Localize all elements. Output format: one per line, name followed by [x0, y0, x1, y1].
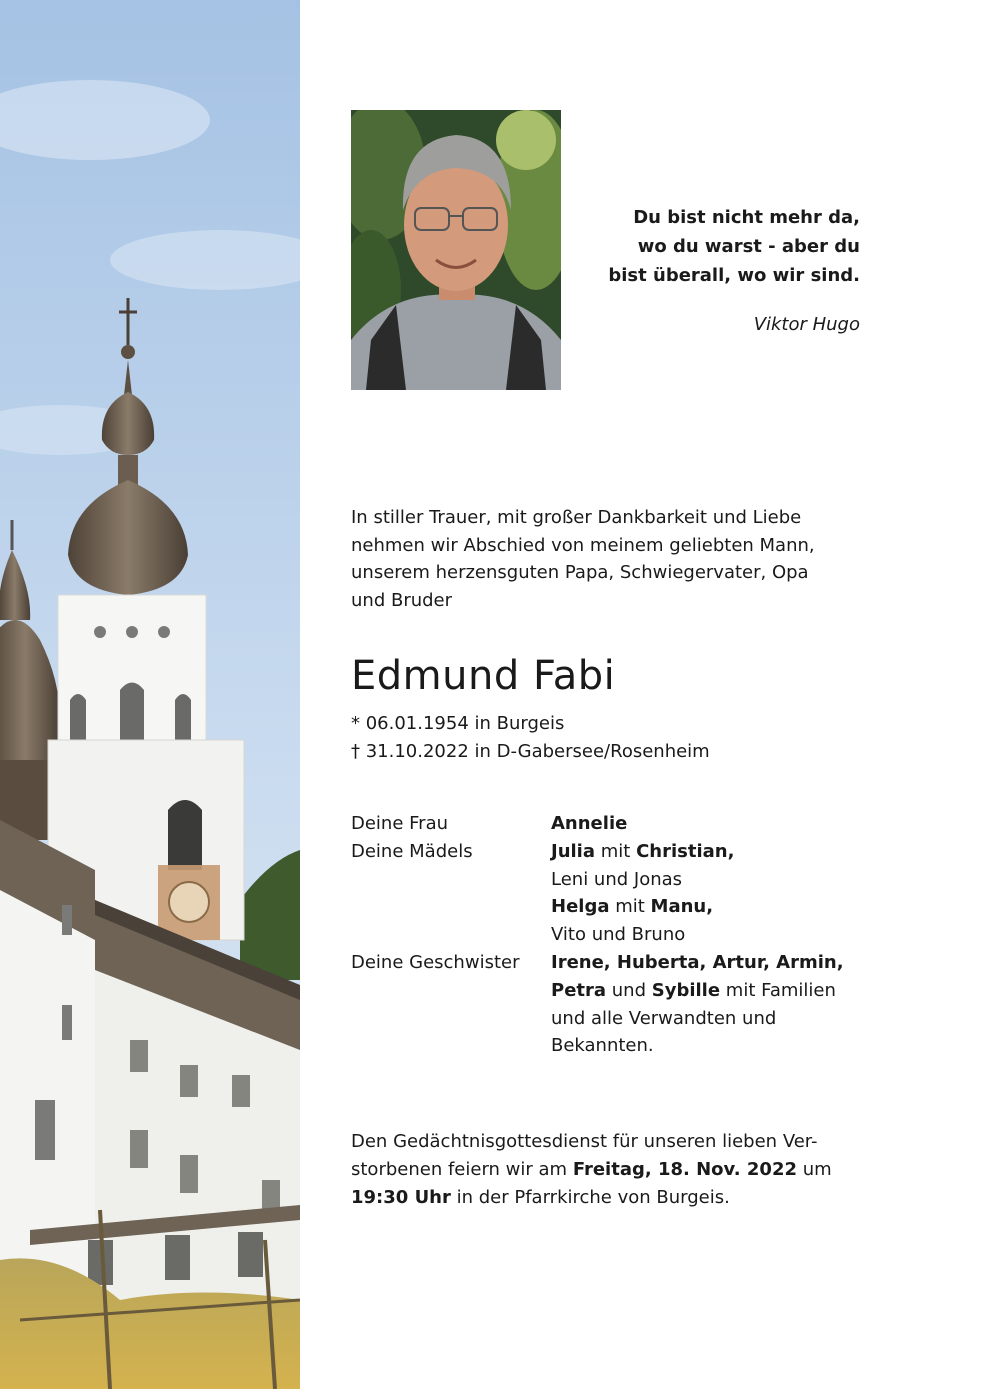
- connector-text: mit: [600, 840, 631, 862]
- intro-line: In stiller Trauer, mit großer Dankbarkeit und Liebe: [351, 507, 802, 528]
- portrait-photo: [351, 110, 561, 390]
- family-list: [351, 810, 911, 1060]
- family-row: [351, 977, 911, 1005]
- family-row: [351, 838, 911, 866]
- quote-author: Viktor Hugo: [753, 314, 860, 335]
- family-name: Vito und Bruno: [551, 924, 686, 946]
- family-row: [351, 866, 911, 894]
- family-row: [351, 949, 911, 977]
- family-row: [351, 810, 911, 838]
- life-dates: [351, 710, 710, 766]
- connector-text: mit Familien: [725, 979, 836, 1001]
- quote-line: wo du warst - aber du: [637, 236, 860, 257]
- family-row: [351, 893, 911, 921]
- quote-line: bist überall, wo wir sind.: [608, 265, 860, 286]
- family-name: Manu,: [650, 896, 714, 918]
- family-name: Helga: [551, 896, 610, 918]
- family-name: Sybille: [651, 979, 721, 1001]
- service-text: Den Gedächtnisgottesdienst für unseren lieben Ver-: [351, 1131, 818, 1152]
- service-text: um: [802, 1159, 832, 1180]
- relation-label: Deine Frau: [351, 813, 449, 834]
- connector-text: und: [611, 979, 647, 1001]
- church-photo: [0, 0, 300, 1389]
- family-name: Annelie: [551, 813, 628, 834]
- service-time: 19:30 Uhr: [351, 1187, 451, 1208]
- family-text: Bekannten.: [551, 1035, 654, 1057]
- family-row: [351, 1005, 911, 1033]
- family-name: Christian,: [636, 840, 735, 862]
- portrait-illustration: [351, 110, 561, 390]
- service-announcement: [351, 1128, 871, 1212]
- family-row: [351, 921, 911, 949]
- church-illustration: [0, 0, 300, 1389]
- family-text: und alle Verwandten und: [551, 1007, 777, 1029]
- family-name: Julia: [551, 840, 595, 862]
- relation-label: Deine Geschwister: [351, 951, 520, 973]
- deceased-name: Edmund Fabi: [351, 653, 616, 699]
- family-name: Petra: [551, 979, 607, 1001]
- intro-line: nehmen wir Abschied von meinem geliebten Mann,: [351, 534, 815, 556]
- family-row: [351, 1032, 911, 1060]
- family-name: Irene, Huberta, Artur, Armin,: [551, 951, 844, 973]
- intro-line: unserem herzensguten Papa, Schwiegervater, Opa: [351, 562, 809, 583]
- death-date: † 31.10.2022 in D-Gabersee/Rosenheim: [351, 741, 710, 762]
- service-date: Freitag, 18. Nov. 2022: [572, 1159, 798, 1180]
- service-text: storbenen feiern wir am: [351, 1159, 568, 1180]
- connector-text: mit: [615, 896, 645, 918]
- intro-line: und Bruder: [351, 589, 453, 611]
- intro-paragraph: [351, 504, 871, 614]
- birth-date: * 06.01.1954 in Burgeis: [351, 713, 565, 734]
- family-name: Leni und Jonas: [551, 868, 683, 890]
- service-line: [351, 1128, 871, 1156]
- service-line: [351, 1184, 871, 1212]
- service-text: in der Pfarrkirche von Burgeis.: [456, 1187, 730, 1208]
- memorial-quote: [560, 203, 860, 335]
- service-line: [351, 1156, 871, 1184]
- quote-line: Du bist nicht mehr da,: [633, 207, 860, 228]
- relation-label: Deine Mädels: [351, 840, 473, 862]
